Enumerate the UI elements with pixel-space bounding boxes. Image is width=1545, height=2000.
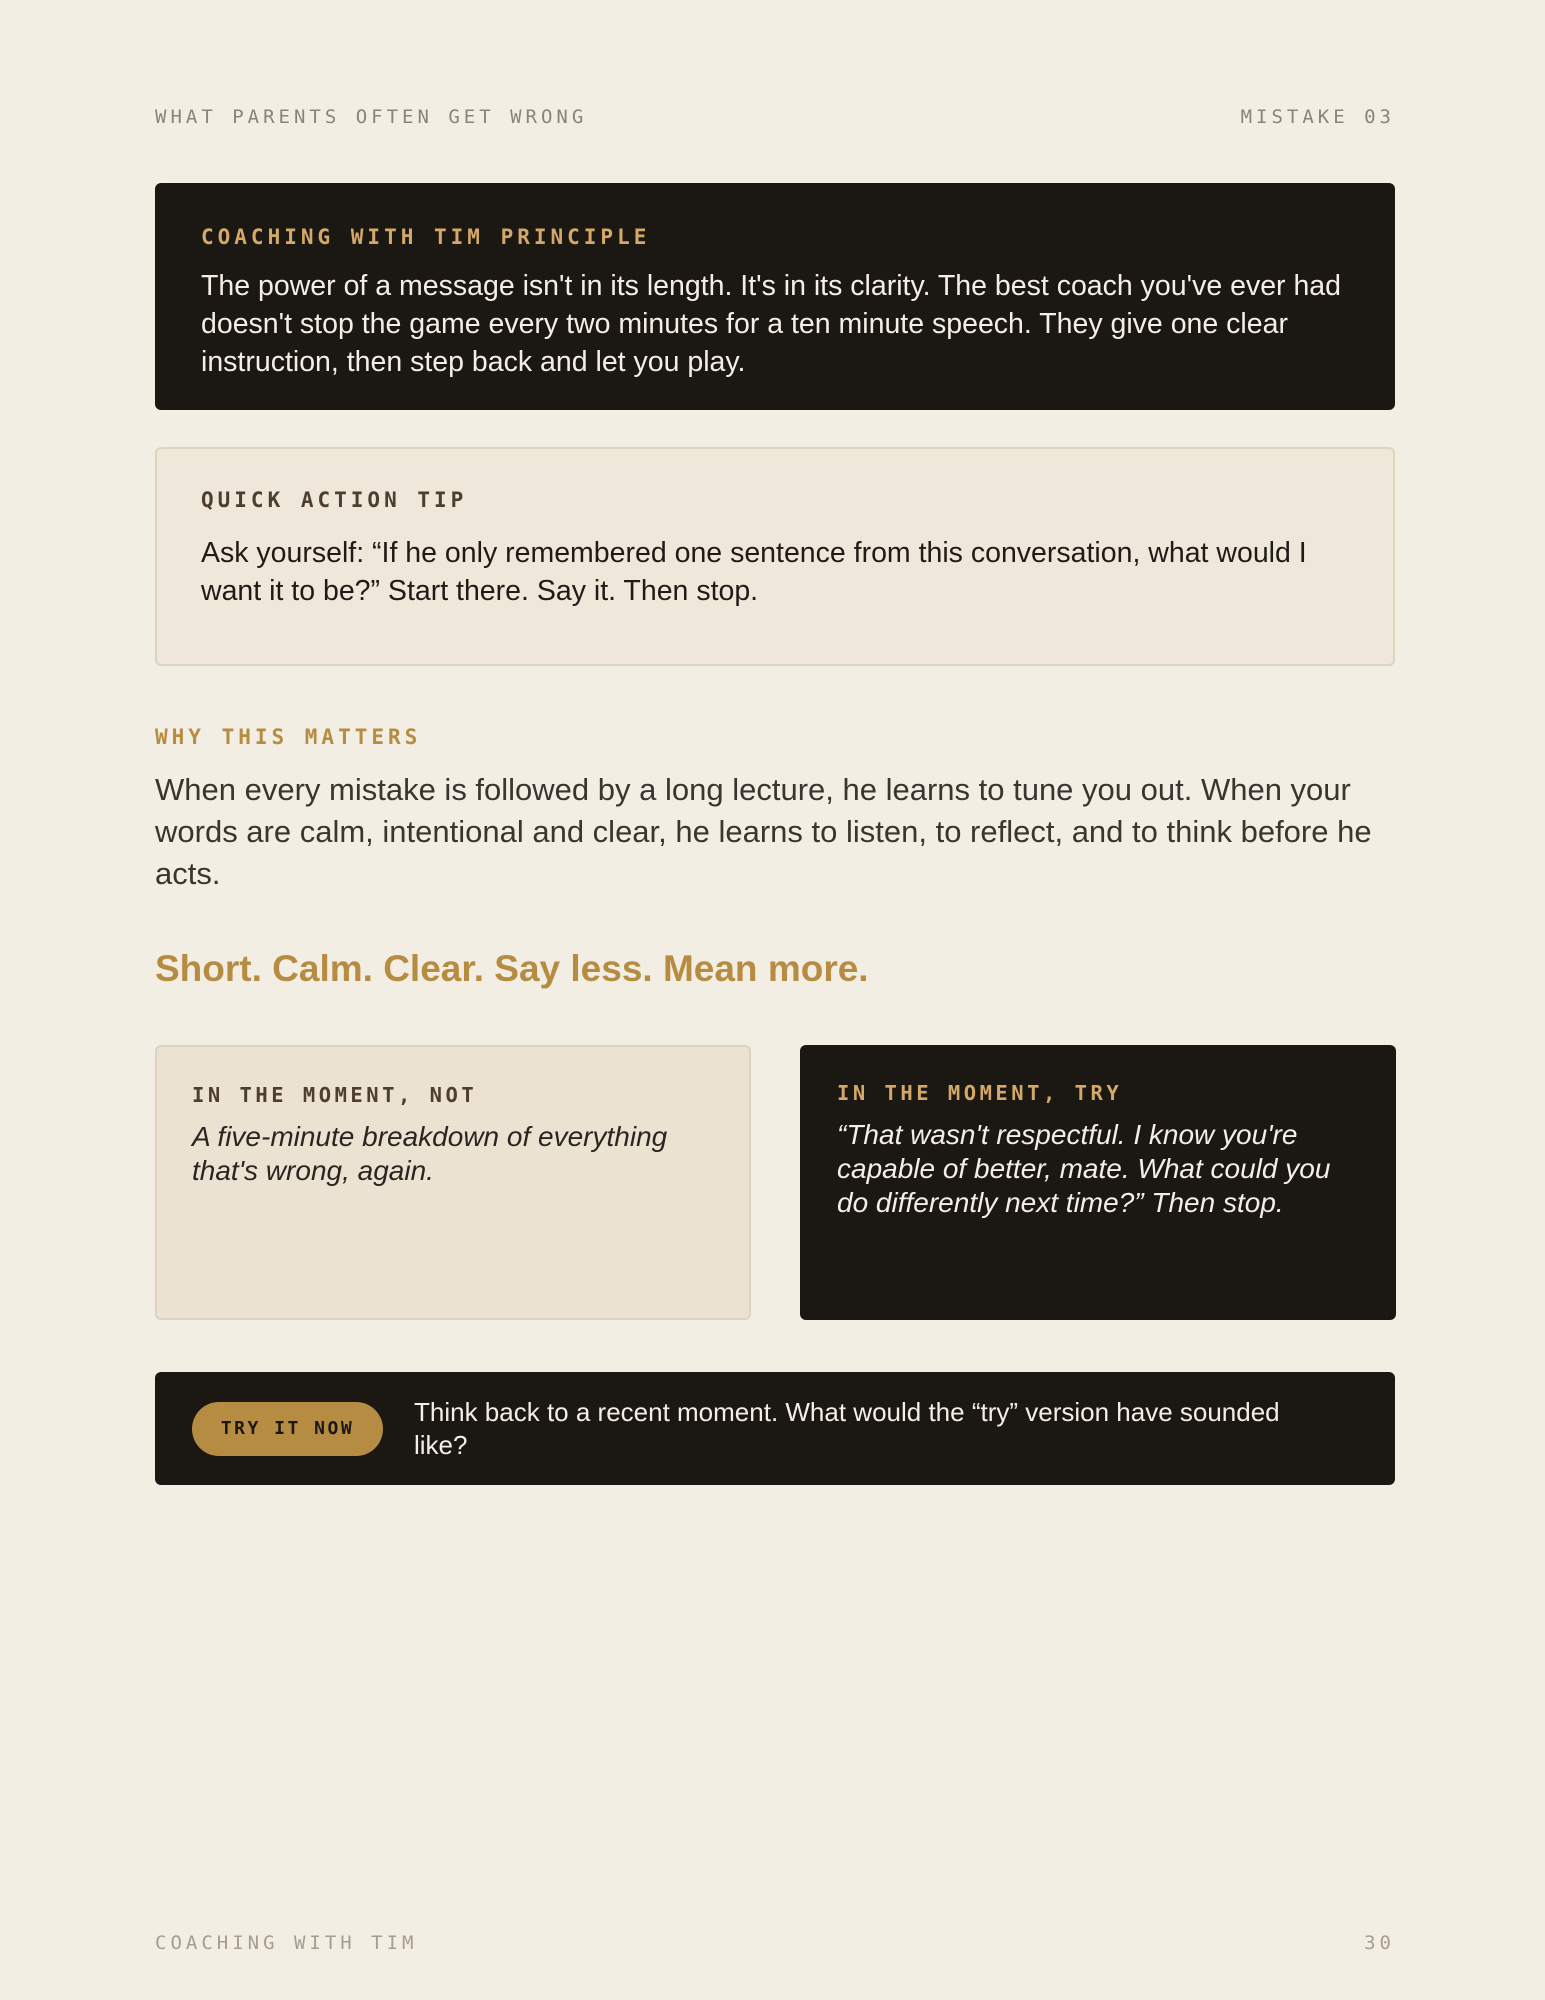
try-card-label: IN THE MOMENT, TRY — [837, 1081, 1123, 1105]
principle-label: COACHING WITH TIM PRINCIPLE — [201, 225, 651, 249]
in-the-moment-try-card — [800, 1045, 1396, 1320]
tip-label: QUICK ACTION TIP — [201, 488, 468, 512]
running-head-mistake-number: MISTAKE 03 — [1240, 106, 1395, 128]
try-card-text: “That wasn't respectful. I know you're capable of better, mate. What could you do differently next time?” Then stop. — [837, 1119, 1331, 1218]
principle-text: The power of a message isn't in its length. It's in its clarity. The best coach you've ever had doesn't stop the game every two minutes for a ten minute speech. They give one clear instruction, then step back and let you play. — [201, 270, 1341, 378]
why-this-matters-text: When every mistake is followed by a long lecture, he learns to tune you out. When your words are calm, intentional and clear, he learns to listen, to reflect, and to think before he acts. — [155, 772, 1372, 891]
footer-brand: COACHING WITH TIM — [155, 1932, 418, 1954]
running-head-section: WHAT PARENTS OFTEN GET WRONG — [155, 106, 588, 128]
try-it-now-button[interactable]: TRY IT NOW — [192, 1402, 383, 1456]
page-footer — [155, 1932, 1395, 1954]
tagline: Short. Calm. Clear. Say less. Mean more. — [155, 948, 869, 989]
running-head — [155, 106, 1395, 128]
principle-callout — [155, 183, 1395, 410]
not-card-text: A five-minute breakdown of everything that's wrong, again. — [192, 1121, 668, 1186]
try-it-now-text: Think back to a recent moment. What would the “try” version have sounded like? — [414, 1396, 1280, 1460]
quick-action-tip-callout — [155, 447, 1395, 666]
try-it-now-bar — [155, 1372, 1395, 1485]
why-this-matters-heading: WHY THIS MATTERS — [155, 725, 422, 749]
tip-text: Ask yourself: “If he only remembered one sentence from this conversation, what would I want it to be?” Start there. Say it. Then stop. — [201, 537, 1307, 607]
page-number: 30 — [1364, 1932, 1395, 1954]
not-card-label: IN THE MOMENT, NOT — [192, 1083, 478, 1107]
in-the-moment-not-card — [155, 1045, 751, 1320]
